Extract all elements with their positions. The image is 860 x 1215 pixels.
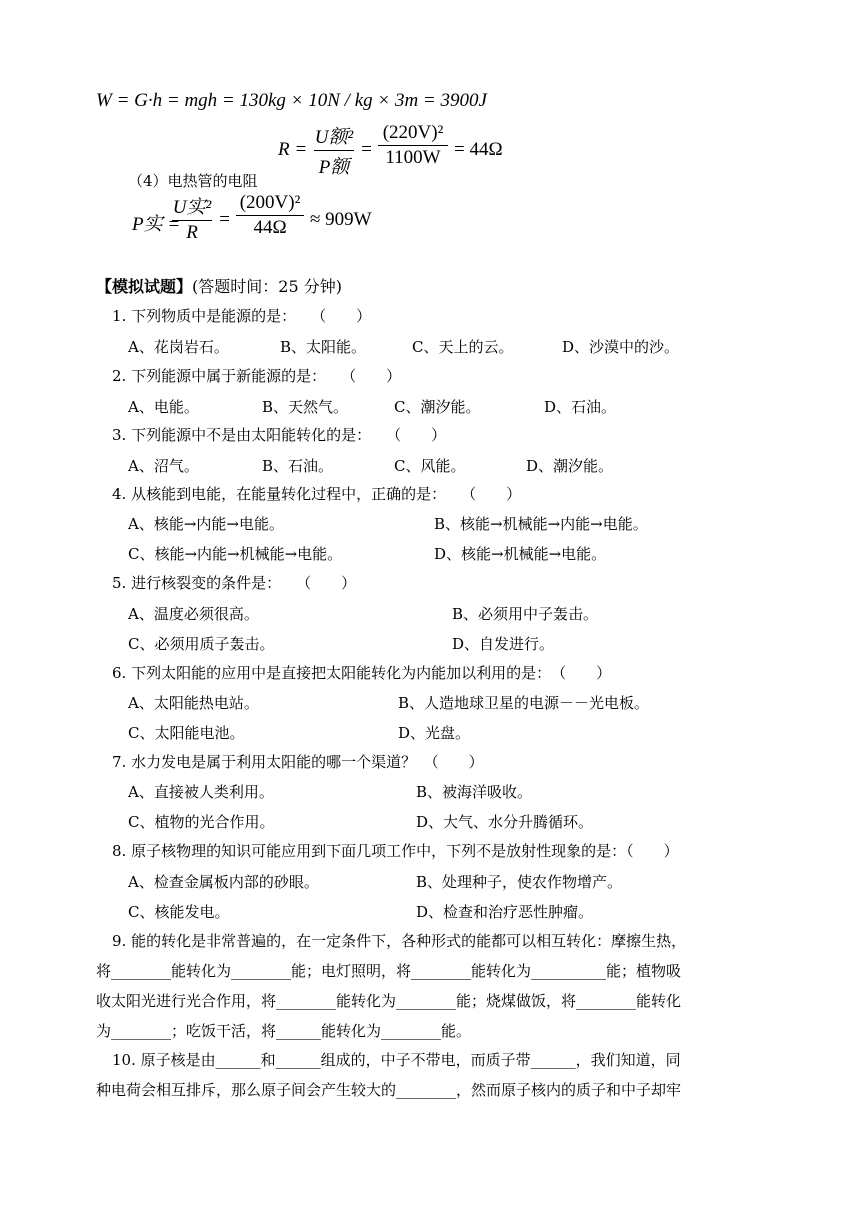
p-equals: =: [218, 209, 231, 230]
q7-option-c: C、植物的光合作用。: [128, 813, 275, 831]
q2-option-a: A、电能。: [128, 398, 199, 416]
q2-option-b: B、天然气。: [262, 398, 349, 416]
question-4: 4. 从核能到电能，在能量转化过程中，正确的是： （ ）: [112, 485, 522, 503]
r-result: = 44Ω: [454, 139, 503, 160]
q2-option-c: C、潮汐能。: [394, 398, 481, 416]
q6-option-d: D、光盘。: [398, 724, 471, 742]
q8-option-d: D、检查和治疗恶性肿瘤。: [416, 903, 594, 921]
question-9-line-3: 收太阳光进行光合作用，将________能转化为________能；烧煤做饭，将________能转化: [96, 992, 682, 1010]
section-heading: [96, 274, 342, 297]
p-fraction-1: [172, 192, 212, 244]
q5-option-b: B、必须用中子轰击。: [452, 605, 599, 623]
p-result: ≈ 909W: [310, 209, 372, 230]
question-9-line-1: 9. 能的转化是非常普遍的，在一定条件下，各种形式的能都可以相互转化：摩擦生热，: [112, 932, 687, 950]
question-7: 7. 水力发电是属于利用太阳能的哪一个渠道？ （ ）: [112, 753, 484, 771]
question-3: 3. 下列能源中不是由太阳能转化的是： （ ）: [112, 426, 447, 444]
p-numerator: U实²: [172, 197, 212, 218]
r-numerator-2: (220V)²: [382, 122, 444, 143]
q3-option-d: D、潮汐能。: [526, 457, 614, 475]
q8-option-b: B、处理种子，使农作物增产。: [416, 873, 623, 891]
q1-option-c: C、天上的云。: [412, 338, 514, 356]
q6-option-b: B、人造地球卫星的电源－－光电板。: [398, 694, 650, 712]
p-denominator-2: 44Ω: [253, 217, 287, 238]
q4-option-a: A、核能→内能→电能。: [128, 515, 284, 533]
q7-option-a: A、直接被人类利用。: [128, 783, 274, 801]
r-fraction-2: [378, 122, 448, 169]
q5-option-c: C、必须用质子轰击。: [128, 635, 275, 653]
q5-option-a: A、温度必须很高。: [128, 605, 259, 623]
q2-option-d: D、石油。: [544, 398, 617, 416]
q7-option-d: D、大气、水分升腾循环。: [416, 813, 594, 831]
question-5: 5. 进行核裂变的条件是： （ ）: [112, 574, 357, 592]
q1-option-a: A、花岗岩石。: [128, 338, 229, 356]
section-heading-time: (答题时间：25 分钟): [192, 277, 342, 296]
q4-option-d: D、核能→机械能→电能。: [434, 545, 607, 563]
q6-option-c: C、太阳能电池。: [128, 724, 245, 742]
question-10-line-1: 10. 原子核是由______和______组成的，中子不带电，而质子带______，我们知道，同: [112, 1051, 681, 1069]
q4-option-c: C、核能→内能→机械能→电能。: [128, 545, 343, 563]
q7-option-b: B、被海洋吸收。: [416, 783, 533, 801]
p-lhs: P实 =: [132, 214, 181, 235]
q4-option-b: B、核能→机械能→内能→电能。: [434, 515, 648, 533]
question-6: 6. 下列太阳能的应用中是直接把太阳能转化为内能加以利用的是： （ ）: [112, 664, 612, 682]
r-denominator-2: 1100W: [385, 147, 441, 168]
p-denominator: R: [186, 222, 198, 243]
question-9-line-2: 将________能转化为________能；电灯照明，将________能转化为__________能；植物吸: [96, 962, 682, 980]
resistance-formula: [278, 122, 538, 184]
p-fraction-2: [236, 192, 304, 239]
r-fraction-1: [314, 122, 354, 179]
p-numerator-2: (200V)²: [239, 192, 301, 213]
q1-option-d: D、沙漠中的沙。: [562, 338, 680, 356]
q3-option-a: A、沼气。: [128, 457, 199, 475]
q5-option-d: D、自发进行。: [452, 635, 555, 653]
q3-option-c: C、风能。: [394, 457, 466, 475]
power-formula: [132, 192, 392, 254]
step4-label: （4）电热管的电阻: [128, 172, 258, 190]
r-numerator: U额²: [314, 127, 354, 148]
question-9-line-4: 为________；吃饭干活，将______能转化为________能。: [96, 1022, 472, 1040]
work-formula: W = G·h = mgh = 130kg × 10N / kg × 3m = 3900J: [96, 90, 487, 111]
q8-option-a: A、检查金属板内部的砂眼。: [128, 873, 319, 891]
q1-option-b: B、太阳能。: [280, 338, 367, 356]
question-8: 8. 原子核物理的知识可能应用到下面几项工作中，下列不是放射性现象的是：（ ）: [112, 842, 679, 860]
q8-option-c: C、核能发电。: [128, 903, 230, 921]
question-2: 2. 下列能源中属于新能源的是： （ ）: [112, 367, 402, 385]
r-equals: =: [360, 139, 373, 160]
question-10-line-2: 种电荷会相互排斥，那么原子间会产生较大的________，然而原子核内的质子和中子却牢: [96, 1081, 682, 1099]
q3-option-b: B、石油。: [262, 457, 334, 475]
section-heading-bold: 【模拟试题】: [96, 277, 193, 296]
q6-option-a: A、太阳能热电站。: [128, 694, 259, 712]
r-lhs: R =: [278, 139, 308, 160]
question-1: 1. 下列物质中是能源的是： （ ）: [112, 307, 372, 325]
r-denominator: P额: [318, 157, 350, 178]
